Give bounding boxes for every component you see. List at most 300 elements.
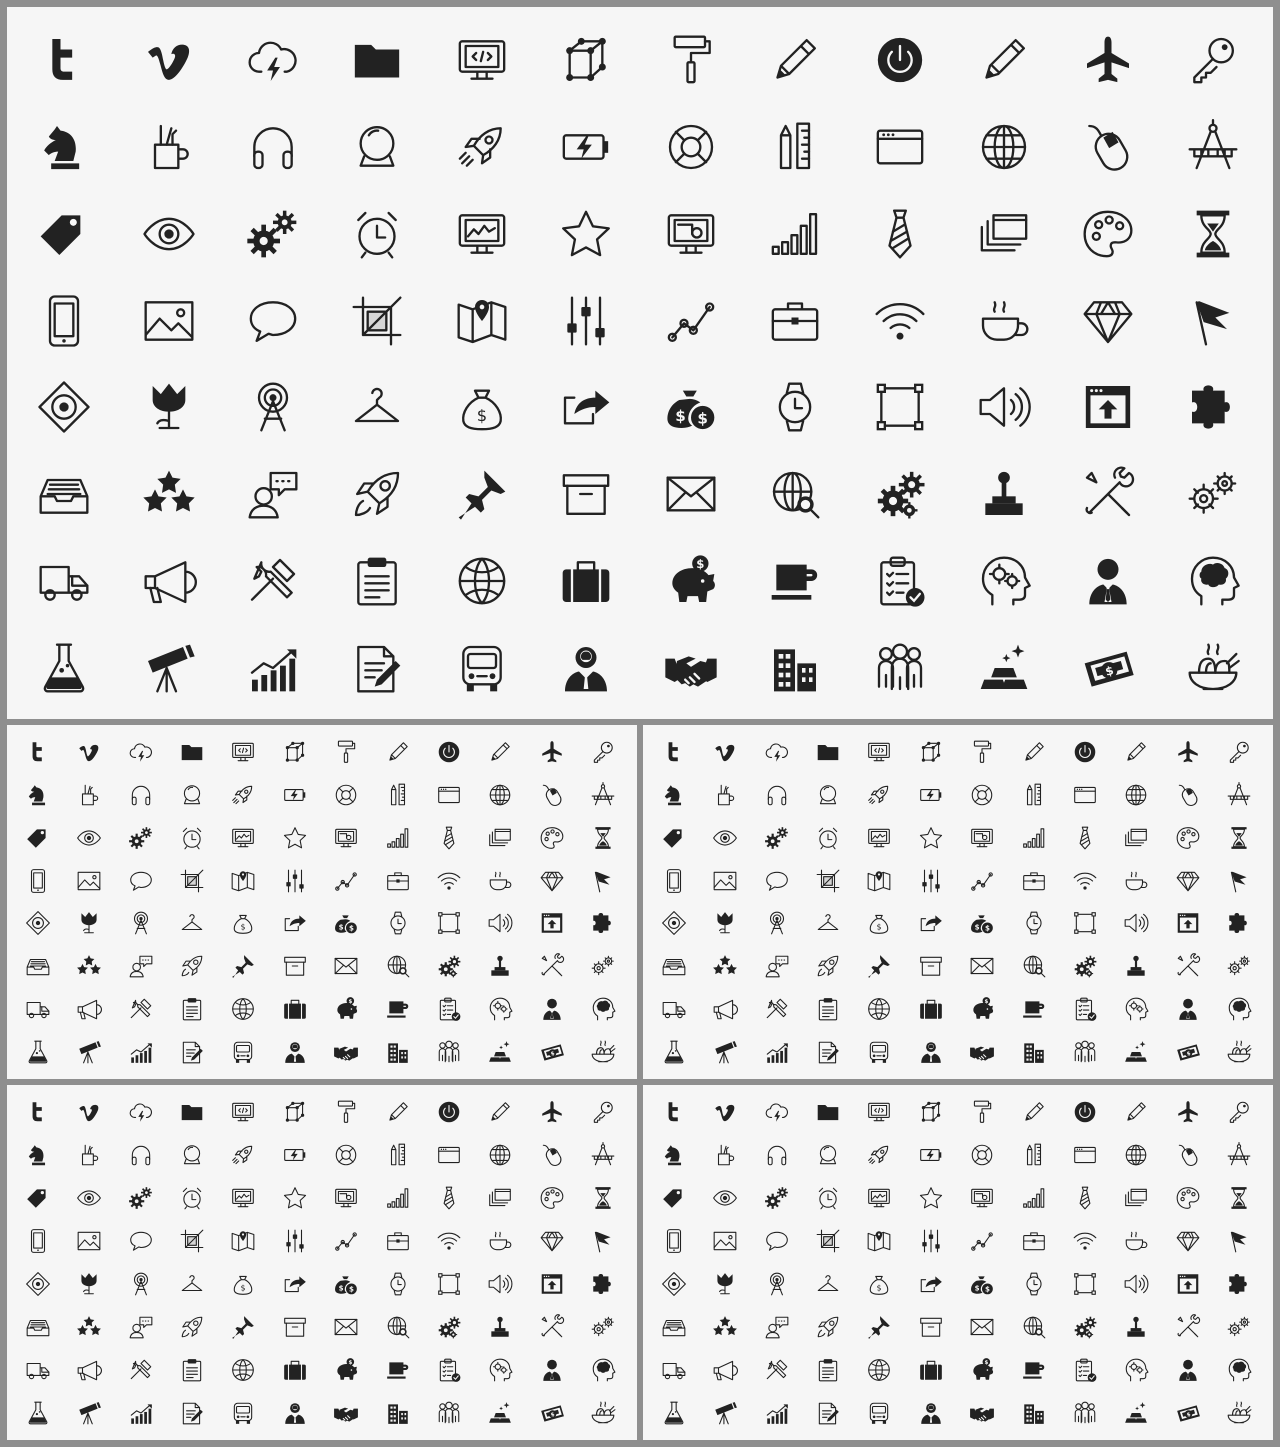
hanger-icon (349, 379, 405, 435)
image-icon (76, 868, 102, 894)
diamond-icon (539, 868, 565, 894)
head-gears-icon (487, 996, 513, 1022)
map-pin-icon (454, 293, 510, 349)
icon-cell (957, 988, 1008, 1031)
browser-window-icon (1072, 782, 1098, 808)
icon-cell (423, 945, 474, 988)
inbox-tray-icon (661, 953, 687, 979)
icon-cell (423, 902, 474, 945)
icon-cell (578, 902, 629, 945)
clipboard-icon (179, 1357, 205, 1383)
icon-cell (218, 859, 269, 902)
icon-cell (218, 774, 269, 817)
icon-cell (699, 1134, 750, 1177)
icon-cell (321, 1263, 372, 1306)
sliders-icon (282, 868, 308, 894)
bus-front-icon (866, 1400, 892, 1426)
icon-cell (218, 817, 269, 860)
icon-cell (638, 191, 742, 278)
folder-icon (349, 32, 405, 88)
icon-cell (12, 1091, 63, 1134)
key-icon (1226, 1099, 1252, 1125)
head-gears-icon (1123, 996, 1149, 1022)
icon-cell (475, 1348, 526, 1391)
pencil-ruler-icon (385, 1142, 411, 1168)
icon-cell (648, 1030, 699, 1073)
envelope-icon (969, 1314, 995, 1340)
icon-cell (423, 1348, 474, 1391)
icon-cell (269, 1348, 320, 1391)
svg-text:$: $ (349, 923, 355, 933)
checklist-icon (436, 996, 462, 1022)
tulip-icon (712, 910, 738, 936)
megaphone-icon (76, 996, 102, 1022)
icon-cell (63, 902, 114, 945)
icon-cell (1111, 1305, 1162, 1348)
icon-cell (1008, 1263, 1059, 1306)
icon-cell (526, 774, 577, 817)
icon-cell (1008, 1091, 1059, 1134)
icon-cell (648, 731, 699, 774)
icon-cell (526, 1091, 577, 1134)
icon-cell (854, 1305, 905, 1348)
icon-cell (578, 1391, 629, 1434)
flag-icon (1226, 868, 1252, 894)
tools-cross-icon (539, 953, 565, 979)
tulip-icon (76, 910, 102, 936)
svg-text:$: $ (240, 922, 246, 932)
icon-cell (1059, 988, 1110, 1031)
icon-cell (1059, 1220, 1110, 1263)
icon-cell (802, 988, 853, 1031)
icon-cell (12, 1134, 63, 1177)
power-icon (1072, 739, 1098, 765)
icon-cell (952, 277, 1056, 364)
icon-cell (63, 1348, 114, 1391)
growth-chart-icon (764, 1039, 790, 1065)
head-gears-icon (976, 553, 1032, 609)
icon-cell (578, 817, 629, 860)
upload-window-icon (1080, 379, 1136, 435)
icon-cell (638, 277, 742, 364)
brain-head-icon (1226, 1357, 1252, 1383)
icon-cell (1162, 1091, 1213, 1134)
share-icon (558, 379, 614, 435)
icon-cell (1214, 817, 1265, 860)
broadcast-tower-icon (128, 1271, 154, 1297)
icon-grid (648, 731, 1265, 1073)
line-graph-icon (333, 1228, 359, 1254)
icon-cell (115, 1391, 166, 1434)
icon-cell (12, 1030, 63, 1073)
icon-cell (957, 859, 1008, 902)
icon-cell (1162, 1263, 1213, 1306)
icon-cell (321, 774, 372, 817)
money-bag-icon (230, 910, 256, 936)
icon-cell (751, 1348, 802, 1391)
icon-cell (372, 774, 423, 817)
icon-cell (423, 774, 474, 817)
pencil-cup-icon (712, 782, 738, 808)
gold-bars-icon (976, 640, 1032, 696)
broadcast-tower-icon (128, 910, 154, 936)
map-pin-icon (866, 868, 892, 894)
airplane-icon (1175, 739, 1201, 765)
icon-cell (751, 859, 802, 902)
icon-cell (1214, 731, 1265, 774)
image-icon (76, 1228, 102, 1254)
icon-cell (63, 1391, 114, 1434)
sliders-icon (558, 293, 614, 349)
buildings-icon (767, 640, 823, 696)
svg-text:$: $ (338, 1283, 344, 1293)
icon-cell (1008, 817, 1059, 860)
icon-cell (218, 1348, 269, 1391)
pencil-outline-icon (487, 1099, 513, 1125)
icon-cell (638, 624, 742, 711)
line-graph-icon (663, 293, 719, 349)
icon-cell (218, 945, 269, 988)
icon-cell (526, 817, 577, 860)
battery-charging-icon (282, 782, 308, 808)
icon-cell (743, 624, 847, 711)
delivery-truck-icon (36, 553, 92, 609)
palette-icon (539, 825, 565, 851)
icon-cell (699, 731, 750, 774)
icon-cell (952, 538, 1056, 625)
key-icon (1226, 739, 1252, 765)
icon-cell (321, 902, 372, 945)
icon-cell (648, 817, 699, 860)
icon-cell (957, 1091, 1008, 1134)
envelope-icon (969, 953, 995, 979)
team-icon (1072, 1039, 1098, 1065)
icon-cell (905, 1030, 956, 1073)
twitter-icon (25, 739, 51, 765)
icon-cell (1162, 1030, 1213, 1073)
megaphone-icon (712, 996, 738, 1022)
svg-text:$: $ (985, 1284, 991, 1294)
icon-cell (475, 1177, 526, 1220)
speaker-icon (1123, 1271, 1149, 1297)
icon-cell (1059, 859, 1110, 902)
gears-outline-icon (1226, 1314, 1252, 1340)
icon-cell (957, 1030, 1008, 1073)
airplane-icon (1175, 1099, 1201, 1125)
icon-cell (905, 817, 956, 860)
stars-icon (712, 1314, 738, 1340)
icon-cell (1008, 988, 1059, 1031)
tools-cross-icon (1080, 466, 1136, 522)
icon-cell (116, 17, 220, 104)
icon-cell (847, 451, 951, 538)
push-pin-icon (230, 953, 256, 979)
icon-cell (578, 988, 629, 1031)
globe-search-icon (1021, 953, 1047, 979)
icon-cell (475, 774, 526, 817)
contract-edit-icon (815, 1039, 841, 1065)
icon-cell (325, 451, 429, 538)
handshake-icon (969, 1039, 995, 1065)
smartphone-icon (661, 868, 687, 894)
pencil-outline-icon (976, 32, 1032, 88)
mouse-icon (1175, 782, 1201, 808)
monitor-settings-icon (333, 825, 359, 851)
rocket-icon (866, 1142, 892, 1168)
pencil-icon (385, 1099, 411, 1125)
icon-cell (63, 1177, 114, 1220)
wifi-icon (436, 1228, 462, 1254)
layered-windows-icon (1123, 825, 1149, 851)
user-chat-icon (764, 953, 790, 979)
flag-icon (1185, 293, 1241, 349)
icon-cell (1214, 1263, 1265, 1306)
mouse-icon (539, 1142, 565, 1168)
mouse-icon (1175, 1142, 1201, 1168)
alarm-clock-icon (179, 825, 205, 851)
user-idea-icon (282, 1039, 308, 1065)
globe-search-icon (385, 953, 411, 979)
joystick-icon (1123, 953, 1149, 979)
puzzle-icon (1226, 910, 1252, 936)
icon-cell (12, 902, 63, 945)
noodle-bowl-icon (590, 1400, 616, 1426)
svg-text:$: $ (876, 922, 882, 932)
icon-cell (578, 731, 629, 774)
battery-charging-icon (918, 1142, 944, 1168)
map-pin-icon (230, 1228, 256, 1254)
icon-cell (905, 859, 956, 902)
growth-chart-icon (764, 1400, 790, 1426)
icon-cell (526, 945, 577, 988)
icon-cell (751, 1091, 802, 1134)
icon-cell (1111, 988, 1162, 1031)
icon-cell (1161, 17, 1265, 104)
icon-cell (321, 1305, 372, 1348)
icon-cell (63, 988, 114, 1031)
speech-bubble-icon (764, 868, 790, 894)
telescope-icon (76, 1400, 102, 1426)
puzzle-icon (1226, 1271, 1252, 1297)
icon-cell (1111, 817, 1162, 860)
headphones-icon (764, 782, 790, 808)
target-icon (25, 910, 51, 936)
icon-cell (1008, 731, 1059, 774)
icon-cell (372, 1391, 423, 1434)
icon-cell (1008, 1348, 1059, 1391)
headphones-icon (764, 1142, 790, 1168)
svg-text:$: $ (338, 922, 344, 932)
icon-cell (854, 902, 905, 945)
icon-grid (12, 17, 1265, 711)
piggy-bank-icon (333, 1357, 359, 1383)
hourglass-icon (1185, 206, 1241, 262)
icon-cell (12, 774, 63, 817)
money-bags-icon (333, 1271, 359, 1297)
layered-windows-icon (1123, 1185, 1149, 1211)
money-bag-icon (454, 379, 510, 435)
contract-edit-icon (815, 1400, 841, 1426)
icon-cell (1111, 1134, 1162, 1177)
businessman-icon (1175, 996, 1201, 1022)
icon-cell (905, 1391, 956, 1434)
icon-cell (1059, 1091, 1110, 1134)
archive-box-icon (918, 953, 944, 979)
icon-cell (1161, 451, 1265, 538)
icon-cell (648, 1263, 699, 1306)
icon-cell (372, 1134, 423, 1177)
bus-front-icon (866, 1039, 892, 1065)
palette-icon (1080, 206, 1136, 262)
speech-bubble-icon (245, 293, 301, 349)
wristwatch-icon (1021, 910, 1047, 936)
icon-cell (751, 1220, 802, 1263)
browser-window-icon (1072, 1142, 1098, 1168)
icon-cell (218, 902, 269, 945)
icon-cell (802, 1263, 853, 1306)
icon-cell (166, 1134, 217, 1177)
icon-cell (1059, 817, 1110, 860)
icon-cell (802, 774, 853, 817)
icon-cell (430, 624, 534, 711)
icon-cell (221, 538, 325, 625)
icon-cell (1214, 1177, 1265, 1220)
icon-cell (1214, 859, 1265, 902)
icon-cell (372, 902, 423, 945)
icon-cell (526, 1030, 577, 1073)
mug-icon (385, 996, 411, 1022)
globe-icon (1123, 782, 1149, 808)
globe-icon (487, 782, 513, 808)
icon-cell (166, 988, 217, 1031)
banknote-icon (539, 1039, 565, 1065)
alarm-clock-icon (179, 1185, 205, 1211)
bus-front-icon (230, 1400, 256, 1426)
svg-text:$: $ (550, 1411, 556, 1419)
icon-cell (1111, 774, 1162, 817)
icon-cell (743, 277, 847, 364)
star-icon (282, 1185, 308, 1211)
icon-cell (952, 624, 1056, 711)
icon-cell (218, 731, 269, 774)
icon-cell (578, 1220, 629, 1263)
icon-cell (854, 988, 905, 1031)
icon-cell (751, 1305, 802, 1348)
gears-icon (764, 825, 790, 851)
icon-cell (699, 1263, 750, 1306)
icon-cell (321, 731, 372, 774)
joystick-icon (487, 953, 513, 979)
icon-cell (534, 191, 638, 278)
piggy-bank-icon (663, 553, 719, 609)
user-chat-icon (245, 466, 301, 522)
svg-text:$: $ (348, 998, 353, 1005)
share-icon (282, 1271, 308, 1297)
tulip-icon (141, 379, 197, 435)
icon-cell (1162, 902, 1213, 945)
icon-cell (751, 1263, 802, 1306)
key-icon (1185, 32, 1241, 88)
drafting-compass-icon (590, 1142, 616, 1168)
icon-cell (1056, 364, 1160, 451)
icon-cell (751, 731, 802, 774)
icon-cell (534, 364, 638, 451)
pencil-ruler-icon (767, 119, 823, 175)
icon-cell (743, 451, 847, 538)
icon-cell (423, 817, 474, 860)
icon-cell (423, 1177, 474, 1220)
icon-cell (526, 1177, 577, 1220)
svg-text:$: $ (974, 922, 980, 932)
icon-cell (372, 1220, 423, 1263)
icon-cell (1111, 731, 1162, 774)
power-icon (1072, 1099, 1098, 1125)
icon-cell (63, 817, 114, 860)
buildings-icon (385, 1039, 411, 1065)
briefcase-icon (385, 1228, 411, 1254)
icon-cell (847, 17, 951, 104)
price-tag-icon (661, 1185, 687, 1211)
icon-cell (699, 945, 750, 988)
svg-text:$: $ (476, 406, 488, 426)
icon-cell (321, 1220, 372, 1263)
icon-cell (1059, 945, 1110, 988)
icon-grid (12, 731, 629, 1073)
hourglass-icon (1226, 1185, 1252, 1211)
icon-cell (1162, 817, 1213, 860)
money-bags-icon (969, 1271, 995, 1297)
sliders-icon (282, 1228, 308, 1254)
chess-knight-icon (25, 782, 51, 808)
icon-cell (957, 774, 1008, 817)
icon-cell (115, 1263, 166, 1306)
icon-cell (423, 1263, 474, 1306)
monitor-chart-icon (866, 1185, 892, 1211)
icon-cell (1214, 1305, 1265, 1348)
necktie-icon (436, 1185, 462, 1211)
palette-icon (1175, 1185, 1201, 1211)
icon-cell (648, 1391, 699, 1434)
icon-cell (699, 1305, 750, 1348)
icon-cell (221, 104, 325, 191)
icon-cell (475, 1220, 526, 1263)
rocket-icon (230, 782, 256, 808)
icon-cell (1008, 902, 1059, 945)
alarm-clock-icon (815, 1185, 841, 1211)
gears-icon (764, 1185, 790, 1211)
image-icon (712, 1228, 738, 1254)
icon-cell (534, 451, 638, 538)
signal-bars-icon (1021, 1185, 1047, 1211)
palette-icon (1175, 825, 1201, 851)
stars-icon (141, 466, 197, 522)
icon-cell (166, 774, 217, 817)
hammer-wrench-icon (128, 1357, 154, 1383)
icon-cell (269, 988, 320, 1031)
icon-cell (1059, 774, 1110, 817)
icon-cell (269, 859, 320, 902)
cloud-lightning-icon (128, 1099, 154, 1125)
icon-cell (1214, 1348, 1265, 1391)
icon-cell (116, 104, 220, 191)
icon-cell (699, 1391, 750, 1434)
icon-cell (847, 624, 951, 711)
eye-icon (76, 1185, 102, 1211)
twitter-icon (661, 1099, 687, 1125)
icon-cell (63, 1134, 114, 1177)
monitor-settings-icon (969, 825, 995, 851)
icon-cell (854, 817, 905, 860)
